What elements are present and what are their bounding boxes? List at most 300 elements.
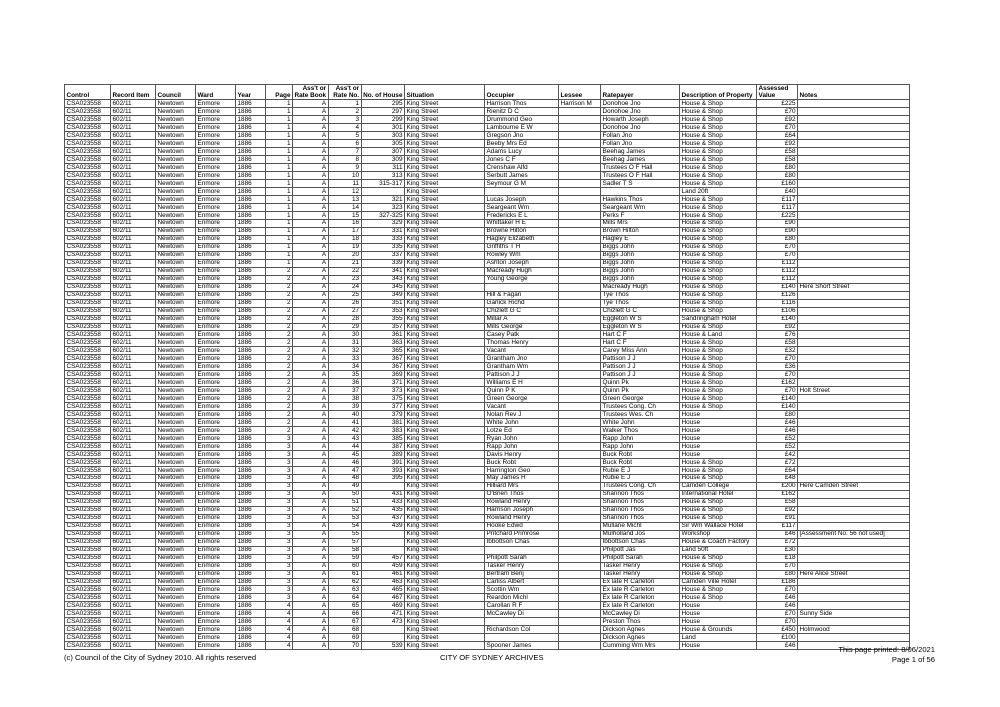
- cell-ratepayer: Trustees Wes. Ch: [601, 411, 680, 419]
- cell-situation: King Street: [405, 251, 485, 259]
- cell-page: 3: [266, 546, 293, 554]
- cell-notes: [798, 498, 910, 506]
- cell-year: 1886: [236, 451, 266, 459]
- cell-council: Newtown: [156, 267, 196, 275]
- cell-page: 2: [266, 339, 293, 347]
- cell-ratepayer: Preston Thos: [601, 618, 680, 626]
- cell-lessee: [559, 211, 601, 219]
- cell-control: CSA023558: [65, 427, 111, 435]
- table-row: [65, 219, 910, 227]
- cell-value: £70: [757, 610, 798, 618]
- cell-ratepayer: Hawkins Thos: [601, 196, 680, 204]
- cell-control: CSA023558: [65, 267, 111, 275]
- cell-council: Newtown: [156, 172, 196, 180]
- cell-lessee: [559, 355, 601, 363]
- cell-record-item: 602/11: [111, 100, 156, 108]
- cell-council: Newtown: [156, 227, 196, 235]
- cell-value: £70: [757, 124, 798, 132]
- cell-ward: Enmore: [196, 634, 236, 642]
- cell-year: 1886: [236, 116, 266, 124]
- cell-record-item: 602/11: [111, 219, 156, 227]
- cell-rate-book: A: [293, 235, 329, 243]
- cell-record-item: 602/11: [111, 458, 156, 466]
- header-occupier: Occupier: [485, 92, 559, 100]
- header-description: Description of Property: [680, 92, 757, 100]
- cell-year: 1886: [236, 299, 266, 307]
- cell-rate-book: A: [293, 403, 329, 411]
- cell-house-no: [361, 482, 404, 490]
- cell-year: 1886: [236, 243, 266, 251]
- cell-year: 1886: [236, 602, 266, 610]
- cell-year: 1886: [236, 490, 266, 498]
- cell-notes: [798, 578, 910, 586]
- table-row: [65, 315, 910, 323]
- cell-rate-book: A: [293, 355, 329, 363]
- cell-notes: Here Camden Street: [798, 482, 910, 490]
- cell-situation: King Street: [405, 164, 485, 172]
- table-row: [65, 602, 910, 610]
- cell-description: House & Shop: [680, 307, 757, 315]
- cell-rate-book: A: [293, 347, 329, 355]
- cell-record-item: 602/11: [111, 490, 156, 498]
- cell-ward: Enmore: [196, 594, 236, 602]
- cell-house-no: 315-317: [361, 180, 404, 188]
- cell-occupier: [485, 283, 559, 291]
- cell-year: 1886: [236, 363, 266, 371]
- cell-page: 4: [266, 618, 293, 626]
- table-row: [65, 419, 910, 427]
- cell-occupier: Crenshaw Alfd: [485, 164, 559, 172]
- cell-notes: [798, 451, 910, 459]
- cell-control: CSA023558: [65, 395, 111, 403]
- cell-control: CSA023558: [65, 235, 111, 243]
- cell-notes: [798, 379, 910, 387]
- cell-council: Newtown: [156, 490, 196, 498]
- cell-page: 1: [266, 203, 293, 211]
- cell-record-item: 602/11: [111, 602, 156, 610]
- cell-occupier: Harrington Geo: [485, 466, 559, 474]
- cell-page: 1: [266, 172, 293, 180]
- table-row: [65, 275, 910, 283]
- cell-value: £52: [757, 443, 798, 451]
- cell-rate-book: A: [293, 546, 329, 554]
- table-row: [65, 451, 910, 459]
- cell-record-item: 602/11: [111, 443, 156, 451]
- cell-ward: Enmore: [196, 562, 236, 570]
- cell-council: Newtown: [156, 570, 196, 578]
- cell-description: House & Shop: [680, 283, 757, 291]
- cell-council: Newtown: [156, 211, 196, 219]
- cell-situation: King Street: [405, 403, 485, 411]
- cell-description: House & Shop: [680, 594, 757, 602]
- cell-situation: King Street: [405, 100, 485, 108]
- cell-ratepayer: Tye Thos: [601, 291, 680, 299]
- cell-situation: King Street: [405, 227, 485, 235]
- cell-lessee: [559, 235, 601, 243]
- cell-year: 1886: [236, 403, 266, 411]
- cell-value: £92: [757, 506, 798, 514]
- cell-rate-book: A: [293, 148, 329, 156]
- cell-house-no: 367: [361, 355, 404, 363]
- cell-rate-no: 70: [328, 642, 361, 650]
- cell-notes: [798, 363, 910, 371]
- cell-page: 3: [266, 594, 293, 602]
- cell-description: House & Shop: [680, 259, 757, 267]
- cell-situation: King Street: [405, 219, 485, 227]
- cell-lessee: [559, 554, 601, 562]
- cell-ratepayer: Donohoe Jno: [601, 124, 680, 132]
- cell-record-item: 602/11: [111, 387, 156, 395]
- cell-record-item: 602/11: [111, 339, 156, 347]
- cell-council: Newtown: [156, 474, 196, 482]
- cell-control: CSA023558: [65, 227, 111, 235]
- cell-rate-no: 63: [328, 586, 361, 594]
- cell-lessee: [559, 411, 601, 419]
- cell-year: 1886: [236, 323, 266, 331]
- cell-value: £40: [757, 188, 798, 196]
- cell-ward: Enmore: [196, 219, 236, 227]
- cell-record-item: 602/11: [111, 411, 156, 419]
- cell-rate-book: A: [293, 626, 329, 634]
- cell-description: House & Shop: [680, 570, 757, 578]
- cell-council: Newtown: [156, 594, 196, 602]
- header-page: Page: [266, 92, 293, 100]
- cell-ratepayer: Hart C F: [601, 339, 680, 347]
- cell-value: £80: [757, 570, 798, 578]
- cell-ward: Enmore: [196, 626, 236, 634]
- cell-notes: [798, 148, 910, 156]
- cell-page: 3: [266, 562, 293, 570]
- cell-year: 1886: [236, 132, 266, 140]
- cell-value: £30: [757, 546, 798, 554]
- cell-value: £70: [757, 618, 798, 626]
- cell-occupier: Rowley Wm: [485, 251, 559, 259]
- cell-house-no: 345: [361, 283, 404, 291]
- cell-notes: Holmwood: [798, 626, 910, 634]
- cell-page: 2: [266, 283, 293, 291]
- cell-rate-book: A: [293, 188, 329, 196]
- cell-year: 1886: [236, 586, 266, 594]
- cell-occupier: Quinn P K: [485, 387, 559, 395]
- cell-notes: [798, 235, 910, 243]
- cell-record-item: 602/11: [111, 355, 156, 363]
- cell-record-item: 602/11: [111, 108, 156, 116]
- cell-lessee: [559, 243, 601, 251]
- cell-rate-book: A: [293, 196, 329, 204]
- cell-council: Newtown: [156, 642, 196, 650]
- table-row: [65, 283, 910, 291]
- cell-description: House & Shop: [680, 514, 757, 522]
- cell-control: CSA023558: [65, 219, 111, 227]
- cell-situation: King Street: [405, 634, 485, 642]
- table-row: [65, 482, 910, 490]
- cell-occupier: Gregson Jno: [485, 132, 559, 140]
- cell-rate-book: A: [293, 427, 329, 435]
- cell-lessee: [559, 538, 601, 546]
- cell-situation: King Street: [405, 546, 485, 554]
- cell-council: Newtown: [156, 275, 196, 283]
- cell-council: Newtown: [156, 219, 196, 227]
- cell-situation: King Street: [405, 443, 485, 451]
- cell-occupier: [485, 188, 559, 196]
- cell-council: Newtown: [156, 466, 196, 474]
- cell-rate-book: A: [293, 219, 329, 227]
- cell-house-no: [361, 634, 404, 642]
- cell-lessee: [559, 435, 601, 443]
- cell-council: Newtown: [156, 411, 196, 419]
- cell-occupier: Rienitz D C: [485, 108, 559, 116]
- cell-control: CSA023558: [65, 586, 111, 594]
- cell-control: CSA023558: [65, 419, 111, 427]
- cell-record-item: 602/11: [111, 395, 156, 403]
- cell-year: 1886: [236, 506, 266, 514]
- header-rate-no-top: Ass't or: [328, 85, 361, 93]
- cell-house-no: 383: [361, 427, 404, 435]
- cell-notes: Here Alice Street: [798, 570, 910, 578]
- cell-record-item: 602/11: [111, 172, 156, 180]
- cell-occupier: Nolan Rev J: [485, 411, 559, 419]
- cell-rate-book: A: [293, 466, 329, 474]
- cell-situation: King Street: [405, 156, 485, 164]
- cell-house-no: 305: [361, 140, 404, 148]
- cell-notes: [798, 323, 910, 331]
- cell-rate-book: A: [293, 395, 329, 403]
- cell-council: Newtown: [156, 602, 196, 610]
- cell-rate-book: A: [293, 331, 329, 339]
- cell-value: £70: [757, 371, 798, 379]
- cell-ratepayer: Chizlett G C: [601, 307, 680, 315]
- cell-situation: King Street: [405, 371, 485, 379]
- cell-lessee: [559, 530, 601, 538]
- cell-control: CSA023558: [65, 498, 111, 506]
- cell-lessee: [559, 387, 601, 395]
- cell-lessee: [559, 172, 601, 180]
- cell-council: Newtown: [156, 626, 196, 634]
- cell-ward: Enmore: [196, 172, 236, 180]
- cell-page: 1: [266, 116, 293, 124]
- cell-record-item: 602/11: [111, 323, 156, 331]
- cell-value: £64: [757, 132, 798, 140]
- cell-page: 2: [266, 355, 293, 363]
- cell-year: 1886: [236, 203, 266, 211]
- cell-rate-book: A: [293, 315, 329, 323]
- cell-lessee: [559, 275, 601, 283]
- cell-lessee: [559, 419, 601, 427]
- cell-description: House & Shop: [680, 164, 757, 172]
- table-row: [65, 610, 910, 618]
- cell-ward: Enmore: [196, 132, 236, 140]
- cell-ratepayer: Carey Miss Ann: [601, 347, 680, 355]
- cell-description: House: [680, 419, 757, 427]
- cell-ratepayer: Buck Robt: [601, 451, 680, 459]
- cell-year: 1886: [236, 610, 266, 618]
- cell-notes: [798, 490, 910, 498]
- cell-ward: Enmore: [196, 586, 236, 594]
- header-rate-no: Rate No.: [328, 92, 361, 100]
- cell-page: 2: [266, 267, 293, 275]
- cell-occupier: Browne Hilton: [485, 227, 559, 235]
- cell-description: House & Shop: [680, 387, 757, 395]
- cell-value: £58: [757, 339, 798, 347]
- cell-council: Newtown: [156, 148, 196, 156]
- cell-notes: [798, 474, 910, 482]
- cell-rate-book: A: [293, 554, 329, 562]
- cell-control: CSA023558: [65, 251, 111, 259]
- cell-rate-no: 58: [328, 546, 361, 554]
- cell-ward: Enmore: [196, 188, 236, 196]
- cell-description: Land 20ft: [680, 188, 757, 196]
- cell-occupier: Ashton Joseph: [485, 259, 559, 267]
- cell-description: House & Shop: [680, 156, 757, 164]
- cell-description: House & Shop: [680, 172, 757, 180]
- cell-notes: [798, 506, 910, 514]
- cell-council: Newtown: [156, 116, 196, 124]
- cell-rate-no: 9: [328, 164, 361, 172]
- cell-description: House & Shop: [680, 498, 757, 506]
- header-rate-book-top: Ass't or: [293, 85, 329, 93]
- cell-rate-book: A: [293, 634, 329, 642]
- cell-notes: [798, 602, 910, 610]
- cell-ward: Enmore: [196, 546, 236, 554]
- cell-ward: Enmore: [196, 235, 236, 243]
- cell-occupier: Hagley Elizabeth: [485, 235, 559, 243]
- cell-ward: Enmore: [196, 482, 236, 490]
- cell-description: House & Shop: [680, 211, 757, 219]
- table-row: [65, 427, 910, 435]
- cell-year: 1886: [236, 618, 266, 626]
- cell-rate-book: A: [293, 124, 329, 132]
- cell-control: CSA023558: [65, 315, 111, 323]
- cell-control: CSA023558: [65, 443, 111, 451]
- cell-rate-book: A: [293, 363, 329, 371]
- cell-year: 1886: [236, 443, 266, 451]
- cell-description: Camden College: [680, 482, 757, 490]
- cell-page: 3: [266, 578, 293, 586]
- cell-value: £70: [757, 251, 798, 259]
- cell-ratepayer: Macready Hugh: [601, 283, 680, 291]
- cell-occupier: Casey Patk: [485, 331, 559, 339]
- cell-ratepayer: Biggs John: [601, 275, 680, 283]
- cell-ratepayer: Hagley E: [601, 235, 680, 243]
- cell-record-item: 602/11: [111, 227, 156, 235]
- cell-page: 2: [266, 315, 293, 323]
- table-row: [65, 634, 910, 642]
- cell-record-item: 602/11: [111, 347, 156, 355]
- cell-record-item: 602/11: [111, 307, 156, 315]
- cell-ward: Enmore: [196, 458, 236, 466]
- cell-lessee: [559, 458, 601, 466]
- cell-house-no: 311: [361, 164, 404, 172]
- cell-year: 1886: [236, 188, 266, 196]
- cell-record-item: 602/11: [111, 626, 156, 634]
- cell-house-no: [361, 626, 404, 634]
- cell-notes: [798, 586, 910, 594]
- cell-value: £162: [757, 490, 798, 498]
- cell-year: 1886: [236, 219, 266, 227]
- cell-notes: [798, 259, 910, 267]
- cell-description: House & Shop: [680, 506, 757, 514]
- cell-house-no: 341: [361, 267, 404, 275]
- cell-house-no: 313: [361, 172, 404, 180]
- cell-house-no: 343: [361, 275, 404, 283]
- cell-rate-no: 14: [328, 203, 361, 211]
- cell-ward: Enmore: [196, 307, 236, 315]
- cell-control: CSA023558: [65, 642, 111, 650]
- cell-rate-book: A: [293, 259, 329, 267]
- cell-lessee: [559, 363, 601, 371]
- cell-lessee: Harrison M: [559, 100, 601, 108]
- cell-situation: King Street: [405, 275, 485, 283]
- cell-situation: King Street: [405, 196, 485, 204]
- table-row: [65, 211, 910, 219]
- cell-situation: King Street: [405, 347, 485, 355]
- cell-page: 3: [266, 490, 293, 498]
- cell-ratepayer: Ex late R Carleton: [601, 594, 680, 602]
- cell-lessee: [559, 626, 601, 634]
- cell-ratepayer: Perks F: [601, 211, 680, 219]
- cell-house-no: 473: [361, 618, 404, 626]
- cell-description: House: [680, 610, 757, 618]
- cell-ward: Enmore: [196, 498, 236, 506]
- cell-ward: Enmore: [196, 554, 236, 562]
- cell-value: £106: [757, 307, 798, 315]
- cell-control: CSA023558: [65, 203, 111, 211]
- cell-house-no: 297: [361, 108, 404, 116]
- cell-page: 3: [266, 530, 293, 538]
- cell-notes: [798, 514, 910, 522]
- cell-ratepayer: Sadler T S: [601, 180, 680, 188]
- cell-ratepayer: Biggs John: [601, 267, 680, 275]
- cell-record-item: 602/11: [111, 371, 156, 379]
- cell-rate-no: 61: [328, 570, 361, 578]
- cell-lessee: [559, 371, 601, 379]
- cell-ratepayer: Pattison J J: [601, 371, 680, 379]
- cell-notes: [798, 275, 910, 283]
- table-row: [65, 514, 910, 522]
- cell-page: 2: [266, 371, 293, 379]
- printed-date: This page printed: 8/06/2021: [838, 645, 935, 654]
- table-row: [65, 180, 910, 188]
- cell-house-no: [361, 538, 404, 546]
- table-row: [65, 642, 910, 650]
- cell-description: Land 50ft: [680, 546, 757, 554]
- table-row: [65, 100, 910, 108]
- table-row: [65, 618, 910, 626]
- cell-year: 1886: [236, 522, 266, 530]
- table-row: [65, 395, 910, 403]
- cell-situation: King Street: [405, 474, 485, 482]
- cell-occupier: Macready Hugh: [485, 267, 559, 275]
- cell-situation: King Street: [405, 299, 485, 307]
- cell-value: £112: [757, 267, 798, 275]
- cell-house-no: 387: [361, 443, 404, 451]
- cell-house-no: 351: [361, 299, 404, 307]
- cell-control: CSA023558: [65, 331, 111, 339]
- table-row: [65, 331, 910, 339]
- cell-control: CSA023558: [65, 116, 111, 124]
- cell-rate-no: 59: [328, 554, 361, 562]
- cell-ward: Enmore: [196, 443, 236, 451]
- cell-situation: King Street: [405, 259, 485, 267]
- cell-lessee: [559, 227, 601, 235]
- cell-rate-book: A: [293, 275, 329, 283]
- cell-ratepayer: Beehag James: [601, 156, 680, 164]
- table-row: [65, 498, 910, 506]
- cell-rate-no: 23: [328, 275, 361, 283]
- cell-lessee: [559, 634, 601, 642]
- table-row: [65, 474, 910, 482]
- cell-house-no: 339: [361, 259, 404, 267]
